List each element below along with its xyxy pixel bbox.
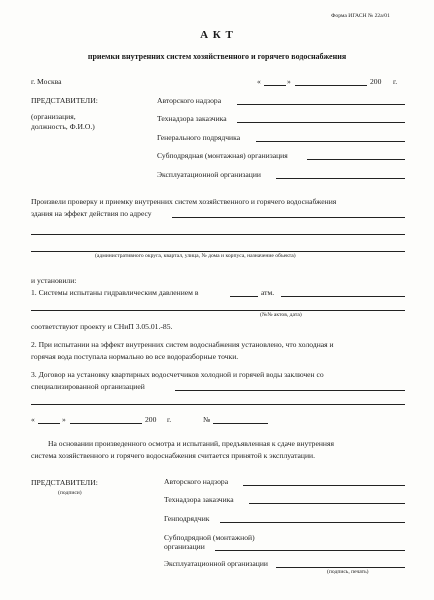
- acts-caption: (№№ актов, дата): [260, 312, 302, 318]
- reps-note-line2: должность, Ф.И.О.): [31, 122, 95, 131]
- sign-heading: ПРЕДСТАВИТЕЛИ:: [31, 478, 98, 487]
- sign-line-tech[interactable]: [249, 503, 405, 504]
- date-year: 200: [370, 77, 382, 86]
- date-open-quote: «: [257, 77, 261, 86]
- sign-label-tech: Технадзора заказчика: [164, 495, 234, 504]
- reps-note-line1: (организация,: [31, 112, 76, 121]
- date-close-quote: »: [287, 77, 291, 86]
- sign-label-author: Авторского надзора: [164, 477, 229, 486]
- snip-text: соответствуют проекту и СНиП 3.05.01.-85.: [31, 322, 173, 331]
- sign-label-general: Генподрядчик: [164, 514, 210, 523]
- act-title: А К Т: [200, 29, 234, 41]
- item1-unit: атм.: [261, 288, 275, 297]
- act-subtitle: приемки внутренних систем хозяйственного и горячего водоснабжения: [87, 52, 347, 61]
- date2-month-line[interactable]: [70, 423, 142, 424]
- date2-year: 200: [145, 415, 157, 424]
- sign-caption-right: (подпись, печать): [327, 569, 369, 575]
- rep-label-general: Генерального подрядчика: [157, 133, 241, 142]
- pressure-line[interactable]: [230, 296, 258, 297]
- sign-label-exploit: Эксплуатационной организации: [164, 559, 268, 568]
- rep-label-author: Авторского надзора: [157, 96, 222, 105]
- item2-line2: горячая вода поступала нормально во все водоразборные точки.: [31, 352, 239, 361]
- number-line[interactable]: [213, 423, 268, 424]
- date2-year-suffix: г.: [167, 415, 172, 424]
- rep-line-author[interactable]: [237, 104, 405, 105]
- conclusion-line2: система хозяйственного и горячего водоснабжения считается принятой к эксплуатации.: [31, 451, 315, 460]
- item2-line1: 2. При испытании на эффект внутренних систем водоснабжения установлено, что холодная и: [31, 340, 334, 349]
- sign-line-author[interactable]: [243, 485, 405, 486]
- rep-label-tech: Технадзора заказчика: [157, 114, 227, 123]
- check-text-line1: Произвели проверку и приемку внутренних систем хозяйственного и горячего водоснабжения: [31, 197, 337, 206]
- address-line-1[interactable]: [172, 217, 405, 218]
- address-caption: (административного округа, квартал, улица, № дома и корпуса, назначение объекта): [95, 253, 296, 259]
- number-label: №: [203, 415, 211, 424]
- established-label: и установили:: [31, 276, 77, 285]
- item3-line1: 3. Договор на установку квартирных водосчетчиков холодной и горячей воды заключен со: [31, 370, 324, 379]
- date2-day-line[interactable]: [38, 423, 60, 424]
- item1-text: 1. Системы испытаны гидравлическим давлением в: [31, 288, 199, 297]
- date2-close-quote: »: [62, 415, 66, 424]
- check-text-line2: здания на эффект действия по адресу: [31, 209, 152, 218]
- organization-line-1[interactable]: [175, 390, 405, 391]
- rep-label-exploit: Эксплуатационной организации: [157, 170, 261, 179]
- city: г. Москва: [31, 77, 62, 86]
- organization-line-2[interactable]: [31, 404, 405, 405]
- address-line-2[interactable]: [31, 234, 405, 235]
- rep-line-general[interactable]: [256, 141, 405, 142]
- date2-open-quote: «: [31, 415, 35, 424]
- rep-label-sub: Субподрядная (монтажная) организация: [157, 151, 288, 160]
- date-month-line[interactable]: [295, 85, 367, 86]
- address-line-3[interactable]: [31, 251, 405, 252]
- sign-label-sub-line2: организации: [164, 542, 205, 551]
- sign-caption-left: (подписи): [58, 490, 82, 496]
- sign-label-sub-line1: Субподрядной (монтажной): [164, 533, 255, 542]
- conclusion-line1: На основании произведенного осмотра и испытаний, предъявленная к сдаче внутренняя: [48, 439, 334, 448]
- date-day-line[interactable]: [264, 85, 286, 86]
- acts-line-1[interactable]: [281, 296, 405, 297]
- form-code: Форма ИГАСН № 22а/01: [331, 13, 390, 19]
- sign-line-sub[interactable]: [215, 550, 405, 551]
- date-year-suffix: г.: [393, 77, 398, 86]
- item3-line2: специализированной организацией: [31, 382, 145, 391]
- rep-line-sub[interactable]: [307, 159, 405, 160]
- rep-line-exploit[interactable]: [276, 178, 405, 179]
- rep-line-tech[interactable]: [237, 122, 405, 123]
- reps-heading: ПРЕДСТАВИТЕЛИ:: [31, 96, 98, 105]
- sign-line-exploit[interactable]: [276, 567, 405, 568]
- sign-line-general[interactable]: [220, 522, 405, 523]
- acts-line-2[interactable]: [31, 310, 405, 311]
